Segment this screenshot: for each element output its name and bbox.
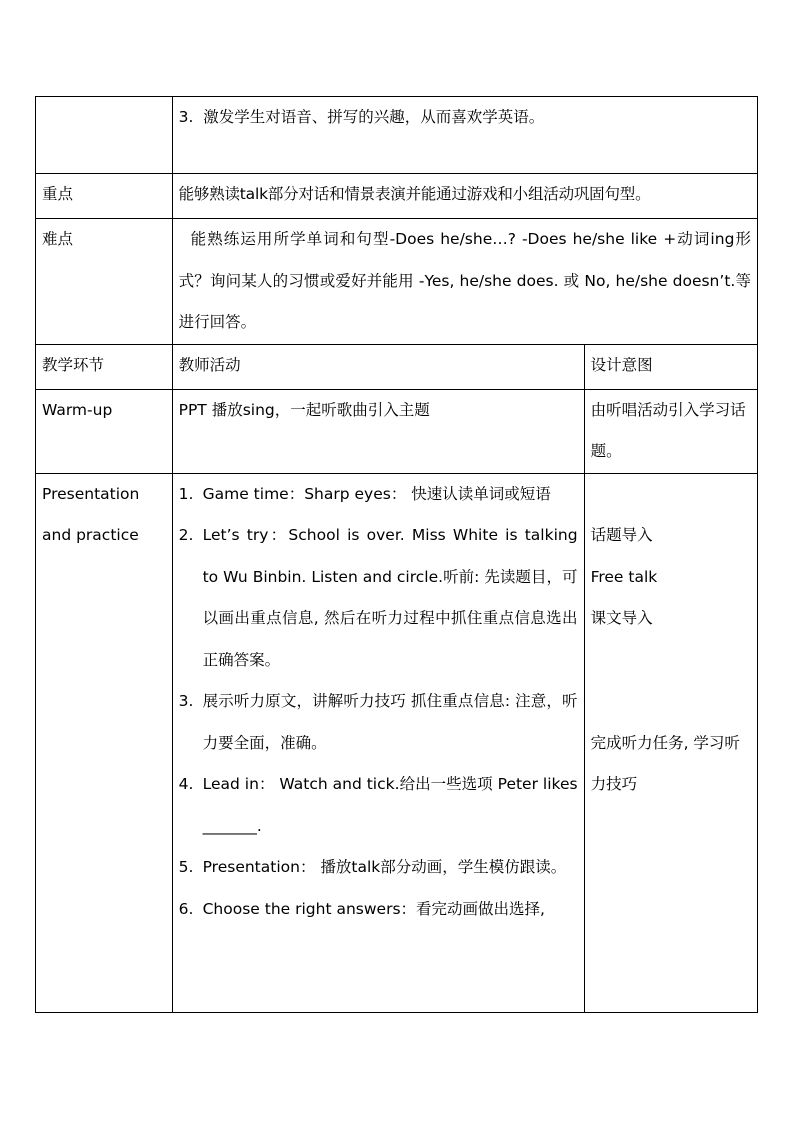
presentation-step [179,515,578,681]
warm-up-design: 由听唱活动引入学习话题。 [584,389,757,473]
warm-up-row [36,389,758,473]
difficult-points-text: 能熟练运用所学单词和句型-Does he/she…? -Does he/she like +动词ing形式？询问某人的习惯或爱好并能用 -Yes, he/she does. 或 No, he/she doesn’t.等进行回答。 [172,219,757,345]
step-number: 4. [178,775,194,793]
presentation-step [179,764,578,847]
header-teacher: 教师活动 [172,344,584,389]
design-free-talk: Free talk [590,567,658,586]
presentation-steps [179,474,578,931]
step-number: 2. [178,526,194,544]
warm-up-teacher: PPT 播放sing，一起听歌曲引入主题 [172,389,584,473]
design-spacer [591,474,751,516]
goal-item-number: 3. [178,108,194,126]
presentation-step [179,889,578,931]
presentation-step [179,681,578,764]
design-topic-intro: 话题导入 [590,526,653,544]
goal-text-cell [172,97,757,174]
difficult-points-row [36,219,758,345]
key-points-row [36,174,758,219]
step-number: 1. [178,484,194,503]
table-header-row [36,344,758,389]
presentation-step [179,847,578,889]
goal-row [36,97,758,174]
design-listening: 完成听力任务, 学习听力技巧 [590,733,740,793]
step-number: 5. [178,858,194,876]
header-stage: 教学环节 [36,344,173,389]
step-text: Game time：Sharp eyes： 快速认读单词或短语 [202,484,551,503]
step-text: Let’s try：School is over. Miss White is talking to Wu Binbin. Listen and circle.听前: 先读题目，可以画出重点信息, 然后在听力过程中抓住重点信息选出正确答案。 [202,526,578,669]
warm-up-stage: Warm-up [36,389,173,473]
presentation-design [584,473,757,1012]
goal-item-text: 激发学生对语音、拼写的兴趣，从而喜欢学英语。 [203,108,545,126]
key-points-label: 重点 [36,174,173,219]
step-text: Lead in： Watch and tick.给出一些选项 Peter likes _______. [202,775,578,835]
presentation-stage: Presentation and practice [36,473,173,1012]
header-design: 设计意图 [584,344,757,389]
step-text: 展示听力原文，讲解听力技巧 抓住重点信息: 注意，听力要全面，准确。 [202,692,578,752]
step-number: 6. [178,899,194,918]
presentation-teacher [172,473,584,1012]
difficult-points-label: 难点 [36,219,173,345]
design-gap [591,640,751,723]
step-text: Choose the right answers：看完动画做出选择, [202,899,545,918]
design-text-intro: 课文导入 [590,609,653,627]
step-number: 3. [178,692,194,710]
presentation-step [179,474,578,516]
key-points-text: 能够熟读talk部分对话和情景表演并能通过游戏和小组活动巩固句型。 [172,174,757,219]
step-text: Presentation： 播放talk部分动画，学生模仿跟读。 [202,858,567,876]
presentation-row [36,473,758,1012]
goal-stage-cell [36,97,173,174]
lesson-plan-table [35,96,758,1013]
